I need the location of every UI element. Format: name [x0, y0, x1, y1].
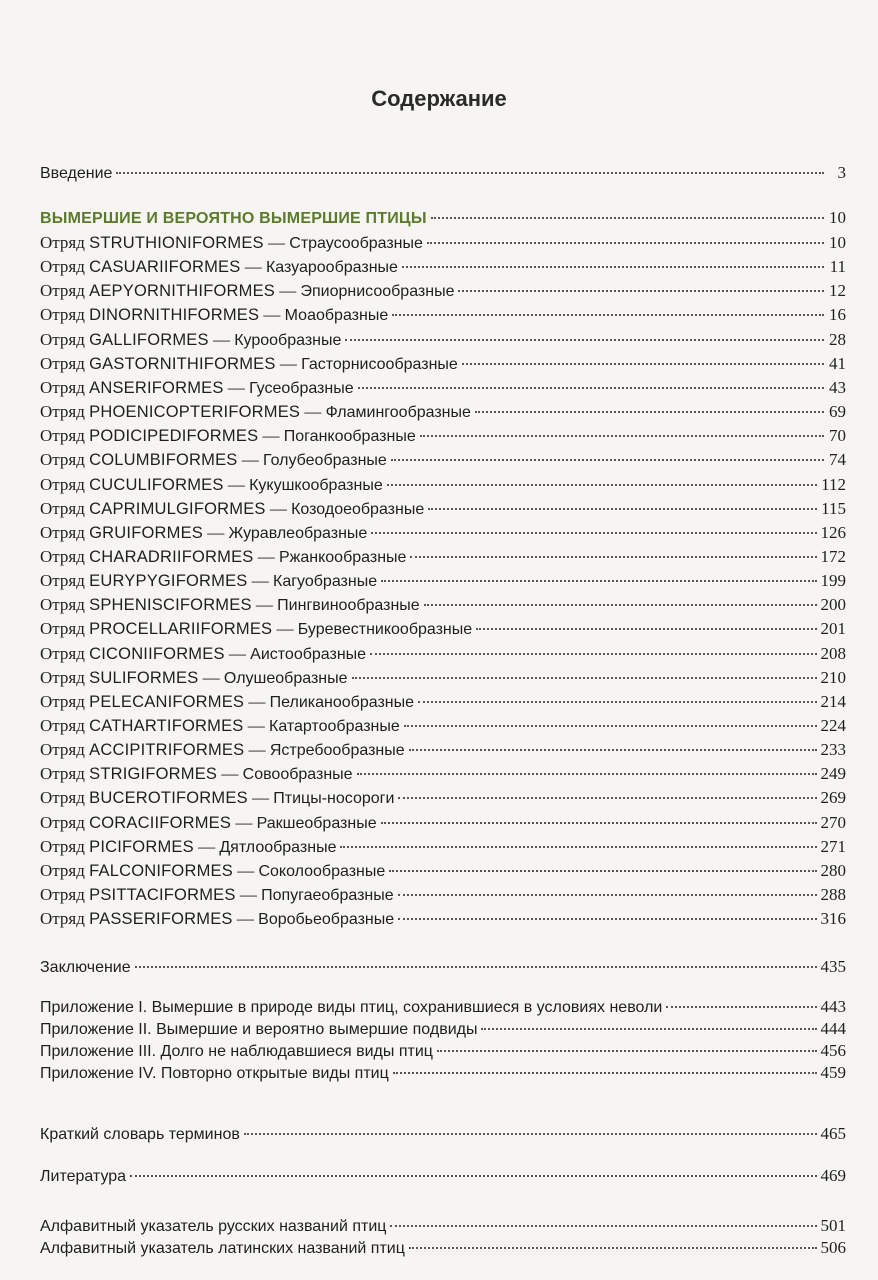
toc-entry-page: 74	[829, 450, 846, 469]
toc-entry-label: Приложение IV. Повторно открытые виды птиц	[40, 1065, 389, 1082]
toc-entry-page: 444	[820, 1019, 846, 1038]
toc-entry-appendix	[40, 1040, 846, 1062]
leader-dots	[462, 363, 824, 365]
order-word: Отряд	[40, 402, 85, 421]
toc-entry-label: Отряд PICIFORMES — Дятлообразные	[40, 837, 337, 856]
order-word: Отряд	[40, 378, 85, 397]
toc-entry-page: 208	[820, 644, 846, 663]
leader-dots	[381, 822, 817, 824]
leader-dots	[409, 749, 817, 751]
leader-dots	[357, 773, 817, 775]
order-word: Отряд	[40, 595, 85, 614]
order-russian-name: Эпиорнисообразные	[300, 283, 455, 300]
toc-entry-page: 41	[829, 354, 846, 373]
toc-entry-label: Отряд PSITTACIFORMES — Попугаеобразные	[40, 885, 394, 904]
order-russian-name: Казуарообразные	[265, 259, 398, 276]
toc-entry-label: Отряд PELECANIFORMES — Пеликанообразные	[40, 692, 415, 711]
toc-entry-page: 115	[821, 499, 846, 518]
toc-entry-page: 172	[820, 547, 846, 566]
toc-section-heading	[40, 207, 846, 229]
leader-dots	[437, 1050, 817, 1052]
order-latin-name: EURYPYGIFORMES	[89, 572, 248, 590]
toc-entry-label: Отряд PODICIPEDIFORMES — Поганкообразные	[40, 426, 416, 445]
leader-dots	[244, 1133, 817, 1135]
order-latin-name: SULIFORMES	[89, 669, 199, 687]
toc-entry-intro	[40, 162, 846, 184]
toc-entry-page: 12	[829, 281, 846, 300]
order-russian-name: Аистообразные	[250, 646, 367, 663]
toc-entry-index	[40, 1215, 846, 1237]
order-russian-name: Катартообразные	[269, 718, 400, 735]
leader-dots	[345, 339, 824, 341]
order-latin-name: STRIGIFORMES	[89, 765, 218, 783]
order-russian-name: Совообразные	[242, 766, 353, 783]
leader-dots	[476, 628, 816, 630]
order-word: Отряд	[40, 692, 85, 711]
toc-entry-index	[40, 1237, 846, 1259]
toc-entry-label: Литература	[40, 1168, 127, 1185]
order-russian-name: Журавлеобразные	[228, 525, 368, 542]
toc-entry-label: Отряд SULIFORMES — Олушеобразные	[40, 668, 348, 687]
order-latin-name: SPHENISCIFORMES	[89, 596, 252, 614]
toc-entry-label: Отряд CASUARIIFORMES — Казуарообразные	[40, 257, 398, 276]
toc-entry-order	[40, 522, 846, 544]
order-latin-name: ANSERIFORMES	[89, 379, 224, 397]
leader-dots	[135, 966, 817, 968]
leader-dots	[424, 604, 817, 606]
toc-entry-page: 465	[820, 1124, 846, 1143]
order-russian-name: Гусеобразные	[249, 380, 354, 397]
toc-entry-label: Отряд CHARADRIIFORMES — Ржанкообразные	[40, 547, 407, 566]
section-title: ВЫМЕРШИЕ И ВЕРОЯТНО ВЫМЕРШИЕ ПТИЦЫ	[40, 210, 427, 227]
toc-entry-page: 280	[820, 861, 846, 880]
order-latin-name: PSITTACIFORMES	[89, 886, 236, 904]
order-word: Отряд	[40, 257, 85, 276]
leader-dots	[398, 797, 816, 799]
toc-entry-page: 10	[829, 208, 846, 227]
order-russian-name: Фламингообразные	[325, 404, 471, 421]
toc-entry-order	[40, 812, 846, 834]
toc-entry-appendix	[40, 1062, 846, 1084]
toc-entry-order	[40, 546, 846, 568]
toc-entry-order	[40, 739, 846, 761]
toc-entry-label: Отряд BUCEROTIFORMES — Птицы-носороги	[40, 788, 395, 807]
order-word: Отряд	[40, 837, 85, 856]
toc-entry-page: 214	[820, 692, 846, 711]
order-word: Отряд	[40, 909, 85, 928]
toc-entry-order	[40, 763, 846, 785]
toc-entry-label: Алфавитный указатель латинских названий птиц	[40, 1240, 405, 1257]
order-russian-name: Ржанкообразные	[278, 549, 407, 566]
leader-dots	[391, 459, 824, 461]
leader-dots	[387, 484, 817, 486]
toc-entry-order	[40, 304, 846, 326]
toc-entry-literature	[40, 1165, 846, 1187]
toc-entry-label: Отряд FALCONIFORMES — Соколообразные	[40, 861, 386, 880]
order-word: Отряд	[40, 281, 85, 300]
toc-entry-label: Отряд SPHENISCIFORMES — Пингвинообразные	[40, 595, 420, 614]
toc-entry-label: Отряд CATHARTIFORMES — Катартообразные	[40, 716, 400, 735]
toc-entry-label: Отряд PHOENICOPTERIFORMES — Фламингообразные	[40, 402, 471, 421]
toc-entry-order	[40, 353, 846, 375]
toc-entry-label: Отряд PASSERIFORMES — Воробьеобразные	[40, 909, 395, 928]
order-latin-name: PHOENICOPTERIFORMES	[89, 403, 301, 421]
order-word: Отряд	[40, 547, 85, 566]
order-word: Отряд	[40, 644, 85, 663]
order-russian-name: Страусообразные	[289, 235, 423, 252]
toc-entry-label: Алфавитный указатель русских названий птиц	[40, 1218, 387, 1235]
order-russian-name: Моаобразные	[284, 307, 389, 324]
toc-entry-label: Введение	[40, 165, 113, 182]
order-latin-name: GRUIFORMES	[89, 524, 203, 542]
toc-entry-page: 435	[820, 957, 846, 976]
order-word: Отряд	[40, 813, 85, 832]
toc-entry-order	[40, 498, 846, 520]
order-latin-name: AEPYORNITHIFORMES	[89, 282, 275, 300]
order-russian-name: Попугаеобразные	[261, 887, 394, 904]
order-latin-name: PASSERIFORMES	[89, 910, 233, 928]
order-word: Отряд	[40, 233, 85, 252]
leader-dots	[352, 677, 817, 679]
toc-entry-label: Отряд CORACIIFORMES — Ракшеобразные	[40, 813, 377, 832]
toc-entry-page: 201	[820, 619, 846, 638]
toc-entry-label: Приложение II. Вымершие и вероятно вымершие подвиды	[40, 1021, 478, 1038]
leader-dots	[431, 217, 824, 219]
toc-entry-page: 199	[820, 571, 846, 590]
toc-entry-label: Отряд CUCULIFORMES — Кукушкообразные	[40, 475, 383, 494]
toc-entry-page: 43	[829, 378, 846, 397]
toc-entry-order	[40, 232, 846, 254]
leader-dots	[130, 1175, 816, 1177]
order-russian-name: Голубеобразные	[263, 452, 387, 469]
toc-entry-order	[40, 667, 846, 689]
toc-entry-order	[40, 474, 846, 496]
toc-entry-page: 271	[820, 837, 846, 856]
toc-entry-order	[40, 860, 846, 882]
order-word: Отряд	[40, 861, 85, 880]
toc-entry-page: 200	[820, 595, 846, 614]
toc-entry-conclusion	[40, 956, 846, 978]
leader-dots	[398, 894, 817, 896]
leader-dots	[389, 870, 816, 872]
order-word: Отряд	[40, 475, 85, 494]
leader-dots	[420, 435, 824, 437]
toc-entry-order	[40, 377, 846, 399]
order-latin-name: COLUMBIFORMES	[89, 451, 238, 469]
toc-entry-appendix	[40, 996, 846, 1018]
toc-entry-label: Отряд CAPRIMULGIFORMES — Козодоеобразные	[40, 499, 425, 518]
toc-entry-label: Отряд AEPYORNITHIFORMES — Эпиорнисообразные	[40, 281, 455, 300]
leader-dots	[458, 290, 824, 292]
toc-entry-order	[40, 643, 846, 665]
order-word: Отряд	[40, 788, 85, 807]
toc-entry-page: 269	[820, 788, 846, 807]
order-word: Отряд	[40, 450, 85, 469]
order-russian-name: Кагуобразные	[273, 573, 378, 590]
order-latin-name: BUCEROTIFORMES	[89, 789, 248, 807]
order-russian-name: Буревестникообразные	[297, 621, 473, 638]
toc-entry-page: 16	[829, 305, 846, 324]
order-russian-name: Козодоеобразные	[291, 501, 425, 518]
toc-entry-label: Отряд CICONIIFORMES — Аистообразные	[40, 644, 367, 663]
toc-entry-page: 270	[820, 813, 846, 832]
toc-entry-order	[40, 280, 846, 302]
leader-dots	[358, 387, 824, 389]
order-russian-name: Пеликанообразные	[269, 694, 415, 711]
order-russian-name: Поганкообразные	[283, 428, 416, 445]
order-word: Отряд	[40, 354, 85, 373]
toc-entry-order	[40, 449, 846, 471]
leader-dots	[402, 266, 824, 268]
toc-entry-order	[40, 570, 846, 592]
toc-entry-page: 459	[820, 1063, 846, 1082]
order-latin-name: PICIFORMES	[89, 838, 194, 856]
toc-entry-glossary	[40, 1123, 846, 1145]
order-word: Отряд	[40, 716, 85, 735]
order-word: Отряд	[40, 740, 85, 759]
order-russian-name: Ракшеобразные	[256, 815, 377, 832]
toc-entry-page: 28	[829, 330, 846, 349]
toc-entry-page: 3	[837, 163, 846, 182]
leader-dots	[410, 556, 816, 558]
toc-entry-order	[40, 256, 846, 278]
toc-entry-label: Отряд DINORNITHIFORMES — Моаобразные	[40, 305, 389, 324]
order-russian-name: Воробьеобразные	[258, 911, 395, 928]
toc-entry-page: 126	[820, 523, 846, 542]
toc-entry-label: Заключение	[40, 959, 131, 976]
leader-dots	[428, 508, 817, 510]
order-russian-name: Дятлообразные	[219, 839, 337, 856]
toc-entry-label: Отряд COLUMBIFORMES — Голубеобразные	[40, 450, 387, 469]
toc-entry-order	[40, 787, 846, 809]
toc-entry-order	[40, 401, 846, 423]
toc-entry-label: Отряд GRUIFORMES — Журавлеобразные	[40, 523, 368, 542]
leader-dots	[404, 725, 817, 727]
leader-dots	[398, 918, 816, 920]
toc-entry-page: 288	[820, 885, 846, 904]
toc-entry-page: 249	[820, 764, 846, 783]
leader-dots	[392, 314, 824, 316]
toc-entry-page: 11	[829, 257, 846, 276]
order-latin-name: PROCELLARIIFORMES	[89, 620, 273, 638]
leader-dots	[409, 1247, 817, 1249]
order-word: Отряд	[40, 619, 85, 638]
order-latin-name: CORACIIFORMES	[89, 814, 232, 832]
order-latin-name: CICONIIFORMES	[89, 645, 225, 663]
leader-dots	[381, 580, 816, 582]
order-latin-name: GASTORNITHIFORMES	[89, 355, 276, 373]
toc-entry-page: 316	[820, 909, 846, 928]
order-latin-name: PODICIPEDIFORMES	[89, 427, 259, 445]
toc-entry-order	[40, 329, 846, 351]
order-latin-name: CASUARIIFORMES	[89, 258, 241, 276]
toc-entry-label: Краткий словарь терминов	[40, 1126, 240, 1143]
toc-entry-order	[40, 908, 846, 930]
toc-entry-label: Отряд GASTORNITHIFORMES — Гасторнисообразные	[40, 354, 458, 373]
toc-entry-page: 469	[820, 1166, 846, 1185]
order-latin-name: STRUTHIONIFORMES	[89, 234, 264, 252]
toc-entry-order	[40, 715, 846, 737]
toc-entry-label: Отряд GALLIFORMES — Курообразные	[40, 330, 342, 349]
toc-entry-label: Отряд STRUTHIONIFORMES — Страусообразные	[40, 233, 423, 252]
toc-entry-order	[40, 425, 846, 447]
order-word: Отряд	[40, 571, 85, 590]
toc-entry-order	[40, 594, 846, 616]
order-word: Отряд	[40, 523, 85, 542]
toc-entry-order	[40, 618, 846, 640]
order-word: Отряд	[40, 885, 85, 904]
toc-entry-label: Приложение I. Вымершие в природе виды птиц, сохранившиеся в условиях неволи	[40, 999, 663, 1016]
toc-entry-label: Отряд STRIGIFORMES — Совообразные	[40, 764, 353, 783]
toc-entry-order	[40, 884, 846, 906]
toc-entry-page: 112	[821, 475, 846, 494]
leader-dots	[393, 1072, 817, 1074]
toc-entry-page: 506	[820, 1238, 846, 1257]
leader-dots	[666, 1006, 816, 1008]
leader-dots	[475, 411, 824, 413]
toc-entry-label: Отряд PROCELLARIIFORMES — Буревестникообразные	[40, 619, 473, 638]
toc-entry-page: 501	[820, 1216, 846, 1235]
order-latin-name: CUCULIFORMES	[89, 476, 224, 494]
order-russian-name: Пингвинообразные	[277, 597, 420, 614]
toc-entry-page: 456	[820, 1041, 846, 1060]
toc-entry-order	[40, 691, 846, 713]
leader-dots	[370, 653, 816, 655]
order-latin-name: GALLIFORMES	[89, 331, 209, 349]
toc-entry-order	[40, 836, 846, 858]
leader-dots	[481, 1028, 816, 1030]
toc-entry-page: 69	[829, 402, 846, 421]
order-latin-name: FALCONIFORMES	[89, 862, 233, 880]
page-title: Содержание	[371, 86, 507, 111]
order-latin-name: CAPRIMULGIFORMES	[89, 500, 266, 518]
leader-dots	[116, 172, 824, 174]
toc-entry-page: 224	[820, 716, 846, 735]
toc-entry-page: 233	[820, 740, 846, 759]
toc-entry-label: Отряд EURYPYGIFORMES — Кагуобразные	[40, 571, 378, 590]
order-word: Отряд	[40, 330, 85, 349]
order-russian-name: Олушеобразные	[223, 670, 348, 687]
leader-dots	[340, 846, 816, 848]
order-russian-name: Кукушкообразные	[249, 477, 383, 494]
toc-entry-page: 10	[829, 233, 846, 252]
order-word: Отряд	[40, 499, 85, 518]
toc-entry-page: 443	[820, 997, 846, 1016]
toc-entry-label: Приложение III. Долго не наблюдавшиеся виды птиц	[40, 1043, 433, 1060]
order-word: Отряд	[40, 426, 85, 445]
toc-entry-appendix	[40, 1018, 846, 1040]
order-latin-name: CATHARTIFORMES	[89, 717, 244, 735]
leader-dots	[427, 242, 824, 244]
toc-entry-page: 210	[820, 668, 846, 687]
order-russian-name: Ястребообразные	[269, 742, 405, 759]
leader-dots	[371, 532, 816, 534]
order-russian-name: Курообразные	[234, 332, 342, 349]
order-word: Отряд	[40, 764, 85, 783]
order-word: Отряд	[40, 305, 85, 324]
order-word: Отряд	[40, 668, 85, 687]
order-latin-name: PELECANIFORMES	[89, 693, 245, 711]
leader-dots	[418, 701, 816, 703]
order-latin-name: DINORNITHIFORMES	[89, 306, 260, 324]
toc-entry-label: Отряд ANSERIFORMES — Гусеобразные	[40, 378, 354, 397]
toc-entry-label: Отряд ACCIPITRIFORMES — Ястребообразные	[40, 740, 405, 759]
order-russian-name: Птицы-носороги	[273, 790, 395, 807]
leader-dots	[390, 1225, 816, 1227]
order-latin-name: ACCIPITRIFORMES	[89, 741, 245, 759]
order-latin-name: CHARADRIIFORMES	[89, 548, 254, 566]
order-russian-name: Гасторнисообразные	[301, 356, 458, 373]
order-russian-name: Соколообразные	[258, 863, 386, 880]
toc-entry-page: 70	[829, 426, 846, 445]
